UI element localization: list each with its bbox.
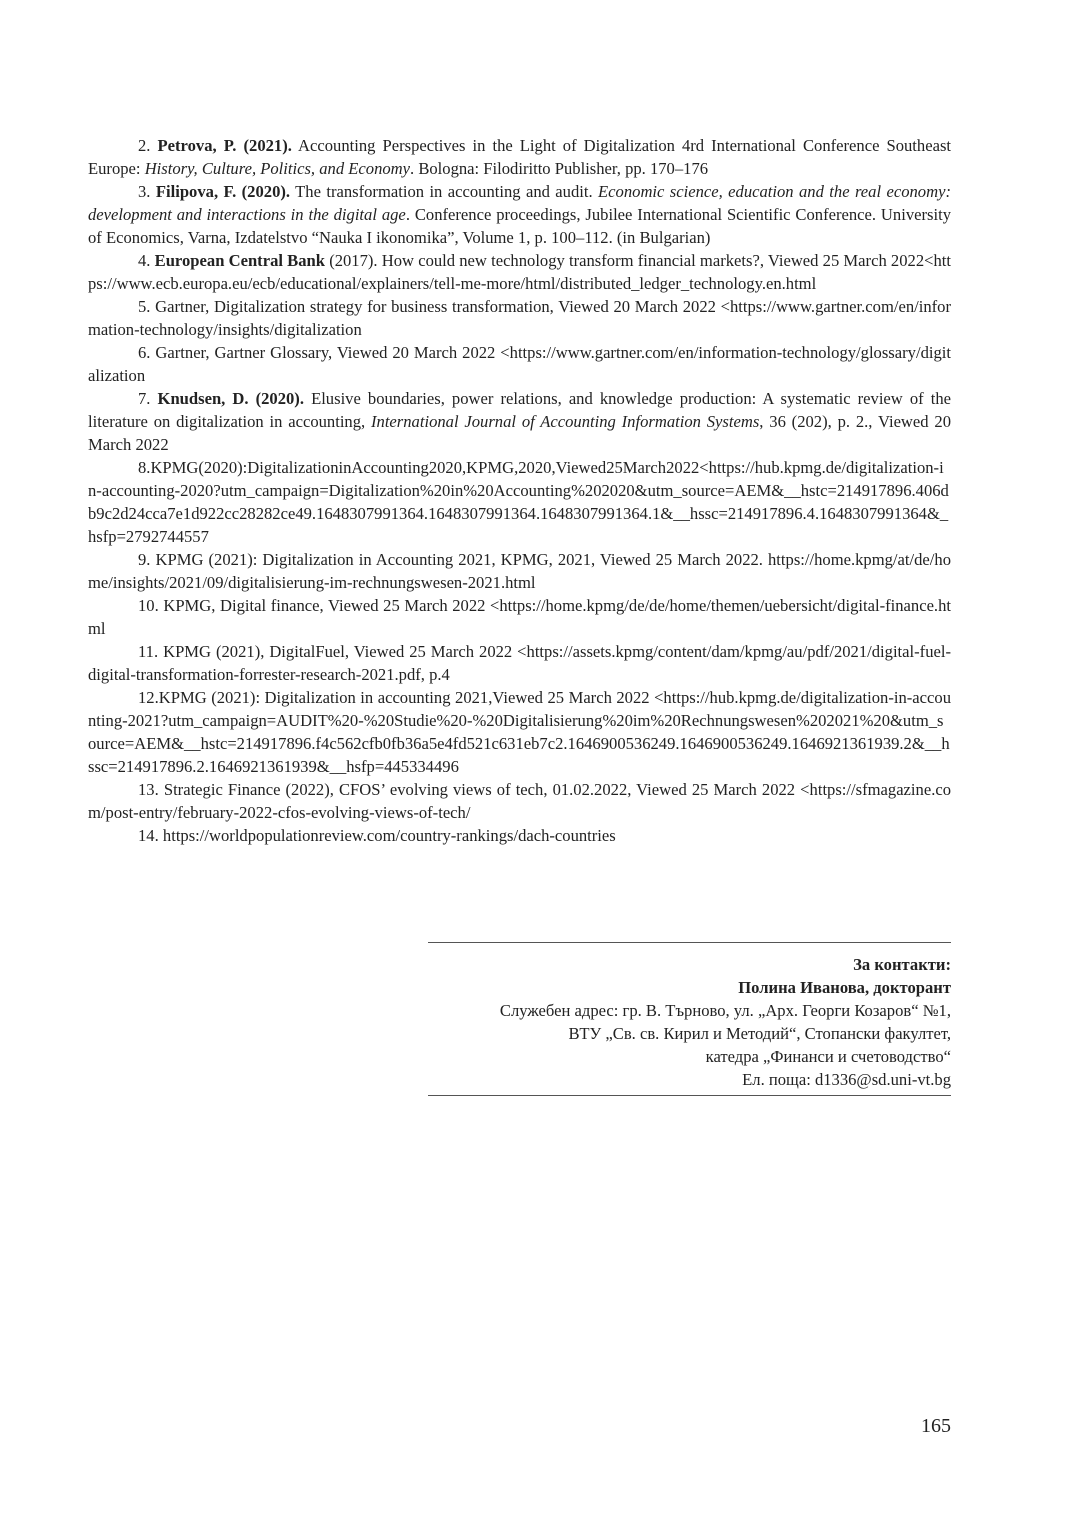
reference-text: (2017). How could new technology transform financial markets?, Viewed 25 March 2022<https://www.ecb.europa.eu/ecb/educational/explainers/tell-me-more/html/distributed_ledger_technology.en.html	[88, 251, 951, 293]
reference-author: Petrova, P. (2021).	[157, 136, 292, 155]
reference-item	[88, 249, 951, 295]
reference-author: Knudsen, D. (2020).	[157, 389, 304, 408]
reference-number: 6.	[138, 343, 151, 362]
reference-number: 3.	[138, 182, 151, 201]
reference-item	[88, 387, 951, 456]
reference-number: 2.	[138, 136, 151, 155]
reference-list	[88, 134, 951, 847]
reference-number: 5.	[138, 297, 151, 316]
reference-number: 13.	[138, 780, 159, 799]
contact-block	[428, 942, 951, 1096]
contact-address-line: катедра „Финанси и счетоводство“	[705, 1047, 951, 1066]
reference-text: Elusive boundaries, power relations, and knowledge production: A systematic review of the literature on digitalization in accounting,	[88, 389, 952, 431]
reference-author: Filipova, F. (2020).	[155, 182, 291, 201]
reference-number: 7.	[138, 389, 151, 408]
reference-text: KPMG, Digital finance, Viewed 25 March 2022 <https://home.kpmg/de/de/home/themen/uebersicht/digital-finance.html	[88, 596, 951, 638]
reference-item	[88, 824, 951, 847]
reference-item	[88, 180, 951, 249]
reference-source-title: International Journal of Accounting Information Systems	[371, 412, 760, 431]
reference-source-title: Economic science, education and the real economy: development and interactions in the digital age	[88, 182, 951, 224]
reference-item	[88, 295, 951, 341]
reference-number: 9.	[138, 550, 151, 569]
reference-text-tail: . Conference proceedings, Jubilee International Scientific Conference. University of Economics, Varna, Izdatelstvo “Nauka I ikonomika”, Volume 1, p. 100–112. (in Bulgarian)	[88, 205, 951, 247]
contact-heading: За контакти:	[853, 955, 951, 974]
reference-text: KPMG (2021): Digitalization in accounting 2021,Viewed 25 March 2022 <https://hub.kpmg.de/digitalization-in-accounting-2021?utm_campaign=AUDIT%20-%20Studie%20-%20Digitalisierung%20im%20Rechnungswesen%202021%20&utm_source=AEM&__hstc=214917896.f4c562cfb0fb36a5e4fd521c631eb7c2.1646900536249.1646900536249.1646921361939.2&__hssc=214917896.2.1646921361939&__hsfp=445334496	[88, 688, 951, 776]
reference-item	[88, 686, 951, 778]
contact-email: Ел. поща: d1336@sd.uni-vt.bg	[742, 1070, 951, 1089]
contact-address-line: Служебен адрес: гр. В. Търново, ул. „Арх. Георги Козаров“ №1,	[499, 1001, 951, 1020]
reference-number: 11.	[138, 642, 159, 661]
reference-author: European Central Bank	[154, 251, 325, 270]
reference-text: KPMG(2020):DigitalizationinAccounting2020,KPMG,2020,Viewed25March2022<https://hub.kpmg.de/digitalization-in-accounting-2020?utm_campaign=Digitalization%20in%20Accounting%202020&utm_source=AEM&__hstc=214917896.406db9c2d24cca7e1d922cc28282ce49.1648307991364.1648307991364.1648307991364.1&__hssc=214917896.4.1648307991364&_hsfp=2792744557	[88, 458, 949, 546]
reference-item	[88, 640, 951, 686]
reference-text: KPMG (2021): Digitalization in Accounting 2021, KPMG, 2021, Viewed 25 March 2022. https://home.kpmg/at/de/home/insights/2021/09/digitalisierung-im-rechnungswesen-2021.html	[88, 550, 951, 592]
reference-text: Gartner, Digitalization strategy for business transformation, Viewed 20 March 2022 <https://www.gartner.com/en/information-technology/insights/digitalization	[88, 297, 951, 339]
reference-number: 12.	[138, 688, 159, 707]
reference-text: KPMG (2021), DigitalFuel, Viewed 25 March 2022 <https://assets.kpmg/content/dam/kpmg/au/pdf/2021/digital-fuel-digital-transformation-forrester-research-2021.pdf, p.4	[88, 642, 951, 684]
reference-item	[88, 594, 951, 640]
contact-name: Полина Иванова, докторант	[738, 978, 951, 997]
reference-number: 8.	[138, 458, 151, 477]
reference-text: Strategic Finance (2022), CFOS’ evolving views of tech, 01.02.2022, Viewed 25 March 2022 <https://sfmagazine.com/post-entry/february-2022-cfos-evolving-views-of-tech/	[88, 780, 952, 822]
page-number: 165	[921, 1415, 951, 1437]
reference-item	[88, 134, 951, 180]
reference-item	[88, 341, 951, 387]
reference-source-title: History, Culture, Politics, and Economy	[144, 159, 411, 178]
reference-text: Gartner, Gartner Glossary, Viewed 20 March 2022 <https://www.gartner.com/en/information-technology/glossary/digitalization	[88, 343, 951, 385]
reference-text-tail: . Bologna: Filodiritto Publisher, pp. 170–176	[410, 159, 709, 178]
reference-text-tail: , 36 (202), p. 2., Viewed 20 March 2022	[88, 412, 951, 454]
reference-item	[88, 548, 951, 594]
reference-number: 4.	[138, 251, 151, 270]
reference-number: 10.	[138, 596, 159, 615]
reference-text: Accounting Perspectives in the Light of Digitalization 4rd International Conference Southeast Europe:	[88, 136, 952, 178]
reference-number: 14.	[138, 826, 159, 845]
reference-item	[88, 778, 951, 824]
reference-text: The transformation in accounting and audit.	[295, 182, 593, 201]
reference-text: https://worldpopulationreview.com/country-rankings/dach-countries	[162, 826, 616, 845]
reference-item	[88, 456, 951, 548]
contact-address-line: ВТУ „Св. св. Кирил и Методий“, Стопански факултет,	[568, 1024, 951, 1043]
